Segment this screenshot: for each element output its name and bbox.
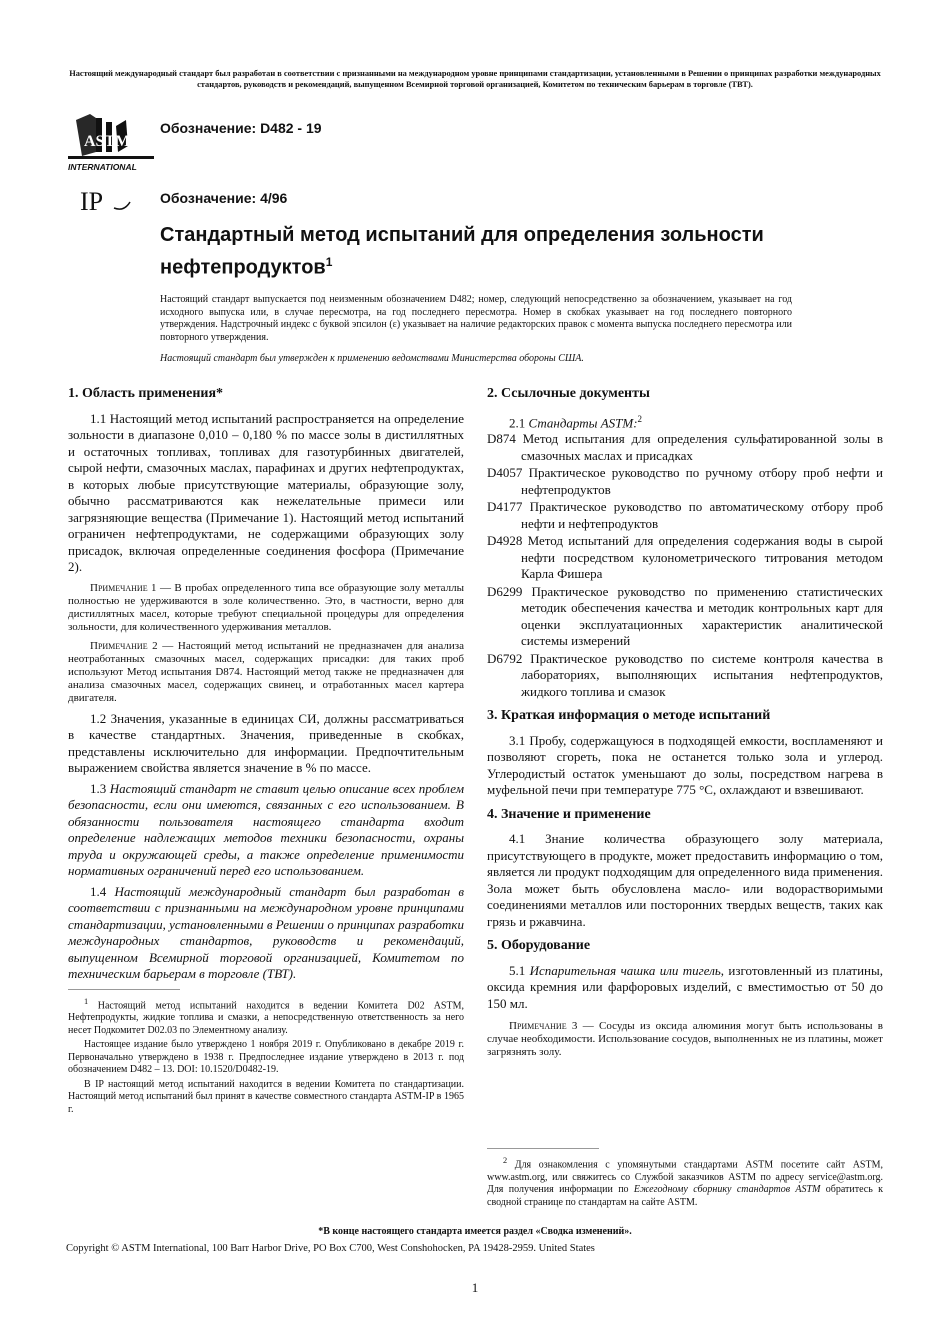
ip-logo — [80, 186, 132, 216]
section-2-sub: 2.1 Стандарты ASTM:$^2$ — [509, 413, 643, 430]
designation-astm: Обозначение: D482 - 19 — [160, 120, 322, 136]
section-5-heading: 5. Оборудование — [487, 938, 591, 954]
para-1-2: 1.2 Значения, указанные в единицах СИ, должны рассматриваться в качестве стандартных. Значения, приведенные в скобках, представлены исключительно для информации. Предпочтительным выражением свойства является значение в % по массе. — [68, 710, 464, 775]
para-5-1: 5.1 Испарительная чашка или тигель, изготовленный из платины, оксида кремния или фарфоровых изделий, с вместимостью от 50 до 150 мл. — [487, 962, 883, 1011]
reference-item — [487, 584, 883, 650]
footnote-rule-left — [68, 989, 180, 990]
note-2: Примечание 2 — Настоящий метод испытаний не предназначен для анализа неотработанных смазочных масел, содержащих присадки: для таких проб используют Метод испытания D874. Настоящий метод также не предназначен для анализа смазочных масел, содержащих свинец, и отработанных масел картера двигателя. — [68, 639, 464, 704]
reference-code: D4928 — [487, 533, 523, 549]
reference-title: Практическое руководство по ручному отбору проб нефти и нефтепродуктов — [521, 465, 884, 497]
reference-list — [487, 431, 883, 700]
reference-item — [487, 651, 883, 701]
note-1: Примечание 1 — В пробах определенного типа все образующие золу металлы полностью не удерживаются в золе количественно. Это, в частности, верно для дистиллятных масел, которые требуют специальной процедуры для определения зольности, для количественного удерживания металлов. — [68, 581, 464, 633]
reference-title: Практическое руководство по системе контроля качества в лабораториях, выполняющих испытания нефтепродуктов, жидкого топлива и смазок — [521, 650, 884, 699]
reference-title: Практическое руководство по применению статистических методик обеспечения качества и методик контрольных карт для оценки эксплуатационных характеристик аналитической системы измерений — [521, 583, 884, 649]
footnote-1: $^1$ Настоящий метод испытаний находится в ведении Комитета D02 ASTM, Нефтепродукты, жидкие топлива и смазки, а непосредственную ответственность за него несет Подкомитет D02.03 по Элементному анализу. — [68, 996, 464, 1036]
reference-title: Практическое руководство по автоматическому отбору проб нефти и нефтепродуктов — [521, 499, 884, 531]
para-1-3: 1.3 Настоящий стандарт не ставит целью описание всех проблем безопасности, если они имеются, связанных с его использованием. В обязанности пользователя настоящего стандарта входит определение надлежащих методов техники безопасности, охраны труда и окружающей среды, а также определение применимости нормативных ограничений перед его использованием. — [68, 780, 464, 878]
reference-code: D874 — [487, 431, 516, 447]
top-note: Настоящий международный стандарт был разработан в соответствии с признанными на международном уровне принципами стандартизации, установленными в Решении о принципах разработки международных стандартов, руководств и рекомендаций, выпущенном Всемирной торговой организацией, Комитетом по техническим барьерам в торговле (ТВТ). — [69, 69, 881, 89]
reference-item — [487, 499, 883, 532]
reference-title: Метод испытания для определения сульфатированной золы в смазочных маслах и присадках — [521, 431, 884, 463]
astm-logo-subtext: INTERNATIONAL — [68, 162, 137, 172]
summary-of-changes-note: *В конце настоящего стандарта имеется раздел «Сводка изменений». — [318, 1226, 632, 1237]
reference-code: D6792 — [487, 650, 523, 666]
ip-logo-text: IP — [80, 187, 104, 216]
para-1-4: 1.4 Настоящий международный стандарт был разработан в соответствии с признанными на международном уровне принципами стандартизации, установленными в Решении о принципах разработки международных стандартов, руководств и рекомендаций, выпущенном Всемирной торговой организацией, Комитетом по техническим барьерам в торговле (ТВТ). — [68, 883, 465, 981]
reference-code: D4057 — [487, 465, 523, 481]
footnote-2: $^2$ Для ознакомления с упомянутыми стандартами ASTM посетите сайт ASTM, www.astm.org, или свяжитесь со Службой заказчиков ASTM по адресу service@astm.org. Для получения информации по Ежегодному сборнику стандартов ASTM обратитесь к сводной странице по стандартам на сайте ASTM. — [487, 1156, 883, 1208]
copyright: Copyright © ASTM International, 100 Barr Harbor Drive, PO Box C700, West Conshohocken, PA 19428-2959. United States — [66, 1243, 595, 1254]
section-1-heading: 1. Область применения* — [68, 386, 224, 401]
para-1-1: 1.1 Настоящий метод испытаний распространяется на определение зольности в диапазоне 0,010 – 0,180 % по массе золы в дистиллятных и остаточных топливах, топливах для газотурбинных двигателей, сырой нефти, смазочных маслах, парафинах и других нефтепродуктах, в которых любые присутствующие материалы, образующие золу, обычно рассматриваются как нежелательные примеси или загрязняющие вещества (Примечание 1). Настоящий метод испытаний ограничен нефтепродуктами, не содержащими образующих золу присадок, включая определенные соединения фосфора (Примечание 2). — [68, 410, 464, 574]
section-2-heading: 2. Ссылочные документы — [487, 386, 650, 401]
astm-logo-text: ASTM — [84, 133, 131, 150]
astm-logo — [66, 112, 156, 174]
footnote-1-p2: Настоящее издание было утверждено 1 ноября 2019 г. Опубликовано в декабре 2019 г. Первоначально утверждено в 1938 г. Предпоследнее издание утверждено в 2013 г. под обозначением D482 – 13. DOI: 10.1520/D0482-19. — [68, 1039, 464, 1076]
designation-ip: Обозначение: 4/96 — [160, 190, 288, 206]
footnote-area-right — [487, 1142, 883, 1211]
section-4-heading: 4. Значение и применение — [487, 806, 651, 822]
reference-title: Метод испытаний для определения содержания воды в сырой нефти посредством кулонометрического титрования методом Карла Фишера — [521, 533, 884, 582]
para-4-1: 4.1 Знание количества образующего золу материала, присутствующего в продукте, может предоставить информацию о том, является ли продукт подходящим для определенного вида применения. Зола может быть обусловлена масло- или водорастворимыми соединениями металлов или посторонних твердых веществ, таких как грязь и ржавчина. — [487, 831, 883, 929]
section-3-heading: 3. Краткая информация о методе испытаний — [487, 708, 771, 724]
reference-item — [487, 533, 883, 583]
para-3-1: 3.1 Пробу, содержащуюся в подходящей емкости, воспламеняют и позволяют сгореть, пока не останется только зола и углерод. Углеродистый остаток уменьшают до золы, посредством нагрева в муфельной печи при температуре 775 °C, охлаждают и взвешивают. — [487, 732, 883, 798]
preface-italic: Настоящий стандарт был утвержден к применению ведомствами Министерства обороны США. — [160, 353, 584, 364]
preface: Настоящий стандарт выпускается под неизменным обозначением D482; номер, следующий непосредственно за обозначением, указывает на год исходного выпуска или, в случае пересмотра, на год последнего пересмотра. Номер в скобках указывает на год последнего повторного утверждения. Надстрочный индекс с буквой эпсилон (ε) указывает на наличие редакторских правок с момента выпуска последнего пересмотра или повторного утверждения. — [160, 294, 792, 343]
page-title: Стандартный метод испытаний для определения зольности нефтепродуктов$^1$ — [160, 224, 764, 279]
reference-item — [487, 465, 883, 498]
footnote-1-p3: В IP настоящий метод испытаний находится в ведении Комитета по стандартизации. Настоящий метод испытаний был принят в качестве совместного стандарта ASTM-IP в 1965 г. — [68, 1078, 464, 1115]
left-column — [68, 386, 464, 1118]
right-column — [487, 386, 883, 1065]
page-number: 1 — [471, 1280, 479, 1295]
reference-code: D6299 — [487, 583, 523, 599]
note-3: Примечание 3 — Сосуды из оксида алюминия могут быть использованы в случае необходимости. Использование сосудов, выполненных не из платины, может загрязнять золу. — [487, 1020, 883, 1059]
reference-item — [487, 431, 883, 464]
reference-code: D4177 — [487, 499, 523, 515]
footnote-rule-right — [487, 1148, 599, 1149]
